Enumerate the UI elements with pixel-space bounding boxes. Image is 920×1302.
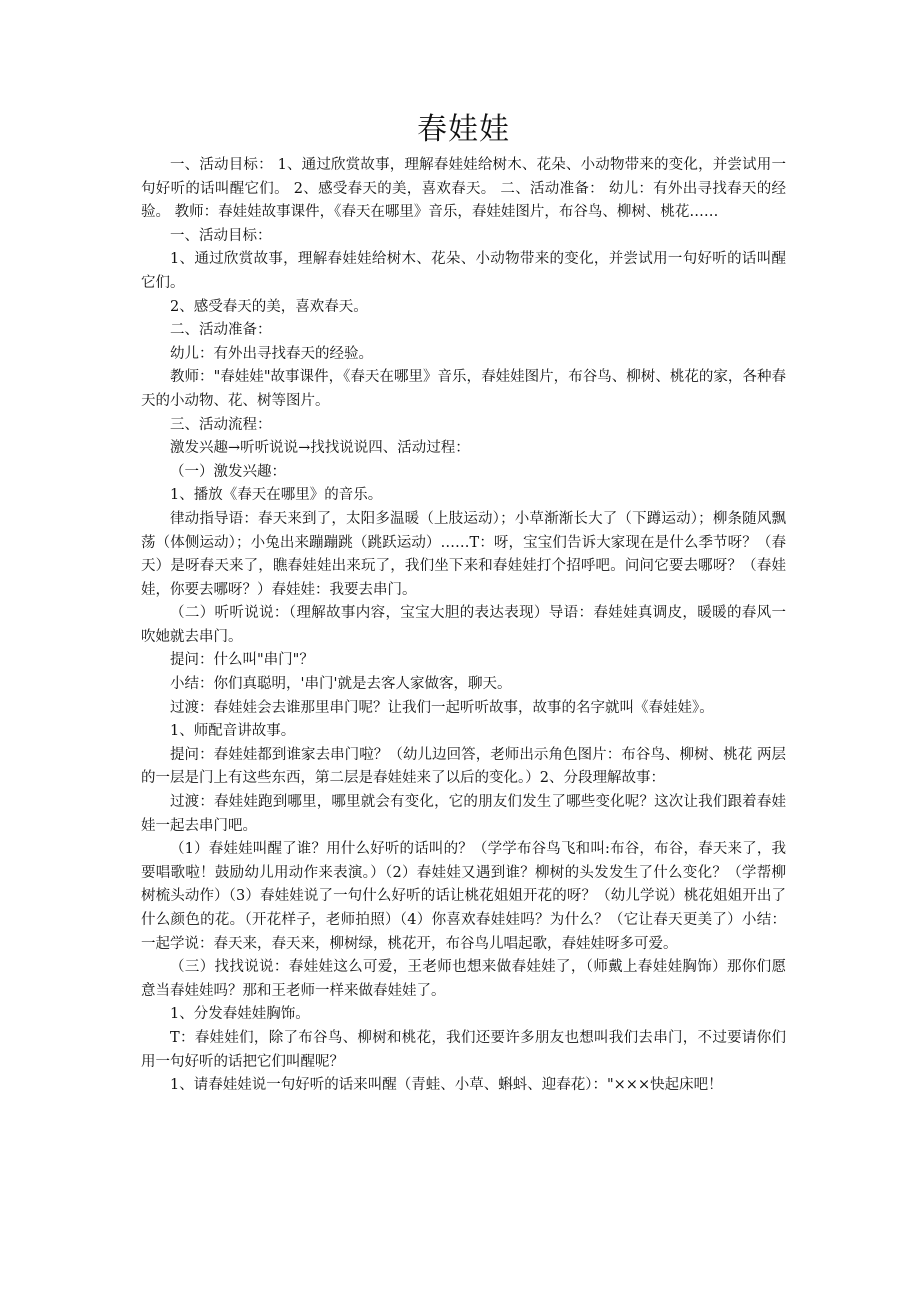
paragraph: 二、活动准备：: [170, 322, 272, 339]
paragraph: 教师："春娃娃"故事课件，《春天在哪里》音乐，春娃娃图片，布谷鸟、柳树、桃花的家，各种春天的小动物、花、树等图片。: [141, 369, 786, 409]
paragraph: 1、通过欣赏故事，理解春娃娃给树木、花朵、小动物带来的变化，并尝试用一句好听的话叫醒它们。: [141, 251, 786, 291]
paragraph: 1、分发春娃娃胸饰。: [170, 1006, 310, 1023]
document-title: 春娃娃: [417, 112, 510, 147]
paragraph: 1、师配音讲故事。: [170, 723, 296, 740]
paragraph: （三）找找说说：春娃娃这么可爱，王老师也想来做春娃娃了，（师戴上春娃娃胸饰）那你们愿意当春娃娃吗？那和王老师一样来做春娃娃了。: [141, 959, 786, 999]
paragraph: 过渡：春娃娃跑到哪里，哪里就会有变化，它的朋友们发生了哪些变化呢？这次让我们跟着春娃娃一起去串门吧。: [141, 794, 786, 834]
paragraph: （一）激发兴趣：: [170, 463, 286, 480]
paragraph: 1、请春娃娃说一句好听的话来叫醒（青蛙、小草、蝌蚪、迎春花）："×××快起床吧！: [170, 1077, 723, 1094]
paragraph: 三、活动流程：: [170, 416, 272, 433]
paragraph: 一、活动目标：: [170, 227, 272, 244]
paragraph: 1、播放《春天在哪里》的音乐。: [170, 487, 383, 504]
paragraph: T：春娃娃们，除了布谷鸟、柳树和桃花，我们还要许多朋友也想叫我们去串门，不过要请你们用一句好听的话把它们叫醒呢？: [141, 1029, 786, 1070]
document-body: [141, 154, 786, 1098]
paragraph: 一、活动目标： 1、通过欣赏故事，理解春娃娃给树木、花朵、小动物带来的变化，并尝试用一句好听的话叫醒它们。 2、感受春天的美，喜欢春天。 二、活动准备： 幼儿：有外出寻找春天的经验。 教师：春娃娃故事课件，《春天在哪里》音乐，春娃娃图片，布谷鸟、柳树、桃花……: [141, 157, 786, 221]
paragraph: 提问：春娃娃都到谁家去串门啦？（幼儿边回答，老师出示角色图片：布谷鸟、柳树、桃花 两层的一层是门上有这些东西，第二层是春娃娃来了以后的变化。）2、分段理解故事：: [141, 746, 786, 787]
paragraph: 提问：什么叫"串门"？: [170, 652, 314, 669]
paragraph: 过渡：春娃娃会去谁那里串门呢？让我们一起听听故事，故事的名字就叫《春娃娃》。: [170, 699, 714, 716]
paragraph: 幼儿：有外出寻找春天的经验。: [170, 345, 373, 362]
paragraph: 小结：你们真聪明，'串门'就是去客人家做客，聊天。: [170, 676, 512, 693]
paragraph: （二）听听说说：（理解故事内容，宝宝大胆的表达表现）导语：春娃娃真调皮，暖暖的春风一吹她就去串门。: [141, 605, 786, 645]
paragraph: 2、感受春天的美，喜欢春天。: [170, 298, 368, 315]
paragraph: 律动指导语：春天来到了，太阳多温暖（上肢运动）；小草渐渐长大了（下蹲运动）；柳条随风飘荡（体侧运动）；小兔出来蹦蹦跳（跳跃运动）……T：呀，宝宝们告诉大家现在是什么季节呀？（春天）是呀春天来了，瞧春娃娃出来玩了，我们坐下来和春娃娃打个招呼吧。问问它要去哪呀？（春娃娃，你要去哪呀？）春娃娃：我要去串门。: [141, 510, 786, 598]
paragraph: 激发兴趣→听听说说→找找说说四、活动过程：: [170, 440, 470, 457]
paragraph: （1）春娃娃叫醒了谁？用什么好听的话叫的？（学学布谷鸟飞和叫:布谷，布谷，春天来了，我要唱歌啦！鼓励幼儿用动作来表演。）（2）春娃娃又遇到谁？柳树的头发发生了什么变化？（学帮柳树梳头动作）（3）春娃娃说了一句什么好听的话让桃花姐姐开花的呀？（幼儿学说）桃花姐姐开出了什么颜色的花。（开花样子，老师拍照）（4）你喜欢春娃娃吗？为什么？（它让春天更美了）小结：一起学说：春天来，春天来，柳树绿，桃花开，布谷鸟儿唱起歌，春娃娃呀多可爱。: [141, 841, 786, 952]
document-page: [141, 110, 786, 1098]
